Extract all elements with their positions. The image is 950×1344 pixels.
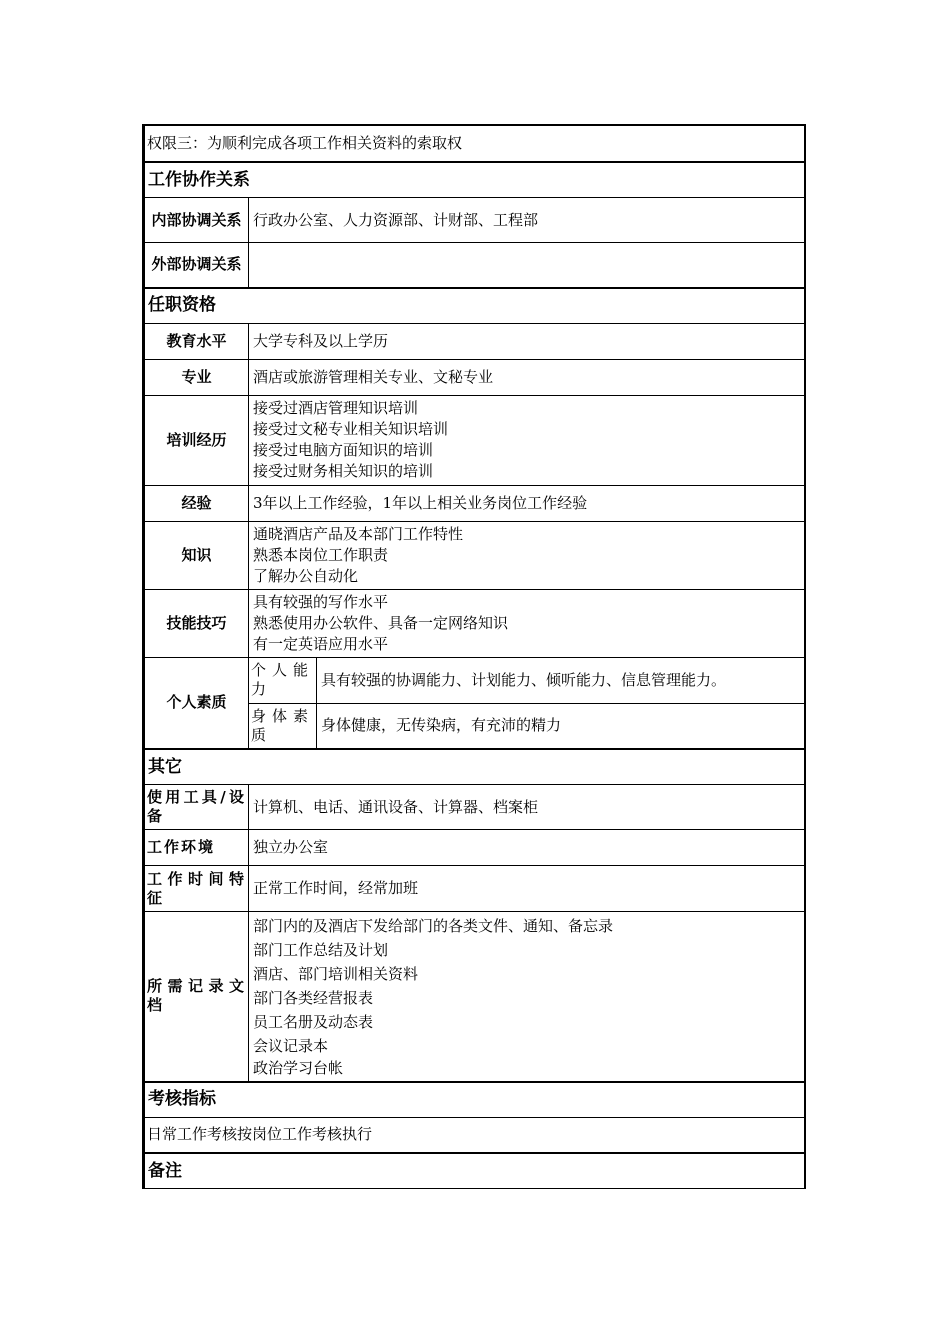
environment-row — [145, 830, 805, 866]
documents-row — [145, 912, 805, 1082]
tools-label: 使用工具/设备 — [145, 785, 249, 830]
other-title: 其它 — [145, 749, 805, 785]
environment-label: 工作环境 — [145, 830, 249, 866]
internal-coordination-value: 行政办公室、人力资源部、计财部、工程部 — [249, 198, 805, 243]
cooperation-section-header — [145, 162, 805, 198]
education-value: 大学专科及以上学历 — [249, 323, 805, 359]
qualification-section-header — [145, 288, 805, 324]
knowledge-line: 通晓酒店产品及本部门工作特性 — [253, 524, 464, 543]
assessment-row — [145, 1117, 805, 1153]
assessment-section-header — [145, 1082, 805, 1118]
training-value — [249, 395, 805, 485]
skills-value — [249, 589, 805, 657]
remarks-section-header — [145, 1153, 805, 1188]
training-label: 培训经历 — [145, 395, 249, 485]
authority-row — [145, 126, 805, 162]
authority-text: 权限三：为顺利完成各项工作相关资料的索取权 — [145, 126, 805, 162]
skills-row — [145, 589, 805, 657]
education-row — [145, 323, 805, 359]
job-description-table — [142, 124, 806, 1189]
knowledge-label: 知识 — [145, 521, 249, 589]
document-line: 部门各类经营报表 — [253, 989, 374, 1008]
major-row — [145, 359, 805, 395]
training-line: 接受过财务相关知识的培训 — [253, 462, 434, 480]
documents-label: 所需记录文档 — [145, 912, 249, 1082]
major-value: 酒店或旅游管理相关专业、文秘专业 — [249, 359, 805, 395]
experience-label: 经验 — [145, 485, 249, 521]
skills-label: 技能技巧 — [145, 589, 249, 657]
assessment-title: 考核指标 — [145, 1082, 805, 1118]
external-coordination-value — [249, 243, 805, 288]
document-line: 员工名册及动态表 — [253, 1013, 374, 1032]
skills-line: 熟悉使用办公软件、具备一定网络知识 — [253, 613, 509, 632]
experience-value: 3年以上工作经验，1年以上相关业务岗位工作经验 — [249, 485, 805, 521]
ability-label: 个人能力 — [249, 657, 317, 703]
assessment-value: 日常工作考核按岗位工作考核执行 — [145, 1117, 805, 1153]
document-line: 酒店、部门培训相关资料 — [253, 965, 419, 984]
experience-row — [145, 485, 805, 521]
documents-value — [249, 912, 805, 1082]
knowledge-row — [145, 521, 805, 589]
external-coordination-row — [145, 243, 805, 288]
major-label: 专业 — [145, 359, 249, 395]
knowledge-value — [249, 521, 805, 589]
personal-quality-label: 个人素质 — [145, 657, 249, 749]
other-section-header — [145, 749, 805, 785]
education-label: 教育水平 — [145, 323, 249, 359]
document-line: 部门内的及酒店下发给部门的各类文件、通知、备忘录 — [253, 917, 614, 936]
training-line: 接受过电脑方面知识的培训 — [253, 441, 434, 459]
knowledge-line: 了解办公自动化 — [253, 566, 359, 585]
physical-label: 身体素质 — [249, 703, 317, 749]
cooperation-title: 工作协作关系 — [145, 162, 805, 198]
environment-value: 独立办公室 — [249, 830, 805, 866]
qualification-title: 任职资格 — [145, 288, 805, 324]
external-coordination-label: 外部协调关系 — [145, 243, 249, 288]
internal-coordination-label: 内部协调关系 — [145, 198, 249, 243]
document-line: 会议记录本 — [253, 1037, 329, 1056]
skills-line: 具有较强的写作水平 — [253, 592, 389, 611]
remarks-title: 备注 — [145, 1153, 805, 1188]
physical-value: 身体健康，无传染病，有充沛的精力 — [317, 703, 805, 749]
skills-line: 有一定英语应用水平 — [253, 634, 389, 653]
internal-coordination-row — [145, 198, 805, 243]
work-time-row — [145, 866, 805, 912]
tools-row — [145, 785, 805, 830]
document-line: 政治学习台帐 — [253, 1059, 344, 1078]
training-row — [145, 395, 805, 485]
knowledge-line: 熟悉本岗位工作职责 — [253, 545, 389, 564]
tools-value: 计算机、电话、通讯设备、计算器、档案柜 — [249, 785, 805, 830]
ability-value: 具有较强的协调能力、计划能力、倾听能力、信息管理能力。 — [317, 657, 805, 703]
work-time-value: 正常工作时间，经常加班 — [249, 866, 805, 912]
personal-ability-row — [145, 657, 805, 703]
document-line: 部门工作总结及计划 — [253, 941, 389, 960]
work-time-label: 工作时间特征 — [145, 866, 249, 912]
training-line: 接受过酒店管理知识培训 — [253, 399, 419, 417]
training-line: 接受过文秘专业相关知识培训 — [253, 420, 449, 438]
